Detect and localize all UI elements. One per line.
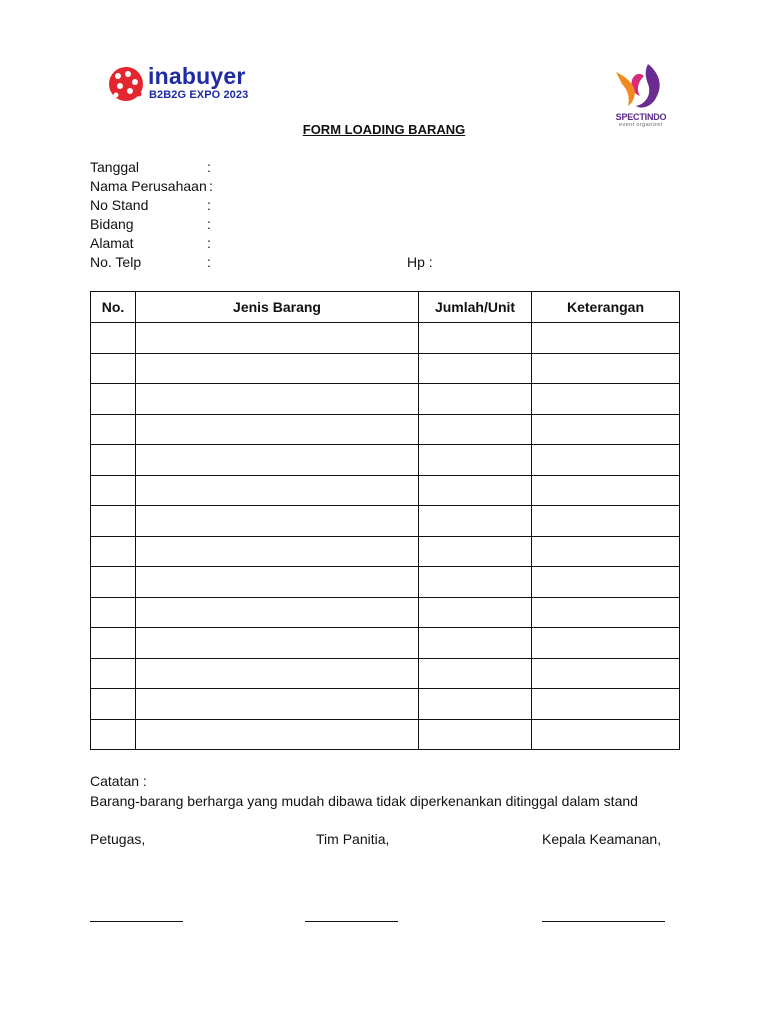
cell-jumlah-unit[interactable] [419,567,532,598]
cell-jenis-barang[interactable] [136,689,419,720]
cell-jumlah-unit[interactable] [419,658,532,689]
cell-jumlah-unit[interactable] [419,445,532,476]
cell-no[interactable] [91,323,136,354]
cell-jumlah-unit[interactable] [419,597,532,628]
field-colon-alamat: : [207,235,211,251]
signature-line-kepala-keamanan [542,921,665,922]
table-row [91,597,680,628]
cell-keterangan[interactable] [532,323,680,354]
spectindo-logo-name: SPECTINDO [615,112,667,122]
cell-jenis-barang[interactable] [136,719,419,750]
column-header-jumlah-unit: Jumlah/Unit [419,292,532,323]
cell-jenis-barang[interactable] [136,597,419,628]
cell-jenis-barang[interactable] [136,567,419,598]
table-row [91,353,680,384]
table-row [91,323,680,354]
cell-jenis-barang[interactable] [136,323,419,354]
cell-keterangan[interactable] [532,597,680,628]
spectindo-flame-icon [614,62,668,112]
table-body [91,323,680,750]
cell-keterangan[interactable] [532,536,680,567]
field-colon-no-telp: : [207,254,211,270]
inabuyer-logo-mark-icon [106,64,146,104]
cell-jenis-barang[interactable] [136,475,419,506]
cell-jumlah-unit[interactable] [419,475,532,506]
loading-items-table [90,291,680,750]
cell-keterangan[interactable] [532,475,680,506]
cell-no[interactable] [91,628,136,659]
cell-jenis-barang[interactable] [136,628,419,659]
cell-jenis-barang[interactable] [136,445,419,476]
field-label-tanggal: Tanggal [90,159,140,175]
cell-no[interactable] [91,719,136,750]
cell-jumlah-unit[interactable] [419,506,532,537]
cell-no[interactable] [91,475,136,506]
cell-no[interactable] [91,414,136,445]
spectindo-logo-subtitle: event organizer [619,122,663,128]
cell-jumlah-unit[interactable] [419,628,532,659]
cell-no[interactable] [91,567,136,598]
table-row [91,475,680,506]
cell-no[interactable] [91,597,136,628]
table-row [91,384,680,415]
cell-keterangan[interactable] [532,445,680,476]
inabuyer-logo-name: inabuyer [148,63,246,89]
table-header-row [91,292,680,323]
field-label-alamat: Alamat [90,235,134,251]
cell-keterangan[interactable] [532,353,680,384]
cell-jumlah-unit[interactable] [419,323,532,354]
field-label-no-telp: No. Telp [90,254,142,270]
cell-keterangan[interactable] [532,567,680,598]
cell-jumlah-unit[interactable] [419,414,532,445]
table-row [91,567,680,598]
cell-jenis-barang[interactable] [136,658,419,689]
cell-no[interactable] [91,658,136,689]
cell-keterangan[interactable] [532,414,680,445]
cell-jenis-barang[interactable] [136,414,419,445]
column-header-jenis-barang: Jenis Barang [136,292,419,323]
cell-jumlah-unit[interactable] [419,536,532,567]
cell-jenis-barang[interactable] [136,353,419,384]
field-colon-bidang: : [207,216,211,232]
table-row [91,536,680,567]
form-title: FORM LOADING BARANG [302,122,466,137]
signature-label-kepala-keamanan: Kepala Keamanan, [542,831,662,847]
cell-no[interactable] [91,384,136,415]
cell-jenis-barang[interactable] [136,384,419,415]
cell-no[interactable] [91,353,136,384]
inabuyer-logo [106,64,256,104]
table-row [91,628,680,659]
cell-keterangan[interactable] [532,658,680,689]
inabuyer-logo-subtitle: B2B2G EXPO 2023 [149,89,249,101]
cell-jumlah-unit[interactable] [419,719,532,750]
table-row [91,414,680,445]
cell-no[interactable] [91,536,136,567]
cell-keterangan[interactable] [532,719,680,750]
cell-keterangan[interactable] [532,689,680,720]
cell-keterangan[interactable] [532,506,680,537]
table-row [91,506,680,537]
column-header-keterangan: Keterangan [532,292,680,323]
cell-jumlah-unit[interactable] [419,353,532,384]
cell-keterangan[interactable] [532,628,680,659]
field-colon-nama-perusahaan: : [209,178,213,194]
table-row [91,658,680,689]
cell-no[interactable] [91,445,136,476]
table-row [91,689,680,720]
cell-no[interactable] [91,689,136,720]
cell-jumlah-unit[interactable] [419,384,532,415]
field-label-no-stand: No Stand [90,197,149,213]
cell-jenis-barang[interactable] [136,536,419,567]
field-label-nama-perusahaan: Nama Perusahaan [90,178,207,194]
cell-jenis-barang[interactable] [136,506,419,537]
column-header-no: No. [91,292,136,323]
signature-line-petugas [90,921,183,922]
field-label-bidang: Bidang [90,216,134,232]
cell-keterangan[interactable] [532,384,680,415]
signature-label-tim-panitia: Tim Panitia, [316,831,390,847]
cell-no[interactable] [91,506,136,537]
table-row [91,445,680,476]
signature-label-petugas: Petugas, [90,831,146,847]
notes-text: Barang-barang berharga yang mudah dibawa tidak diperkenankan ditinggal dalam stand [90,793,638,809]
field-colon-tanggal: : [207,159,211,175]
cell-jumlah-unit[interactable] [419,689,532,720]
field-colon-no-stand: : [207,197,211,213]
notes-label: Catatan : [90,773,147,789]
field-label-hp: Hp : [407,254,433,270]
signature-line-tim-panitia [305,921,398,922]
table-row [91,719,680,750]
